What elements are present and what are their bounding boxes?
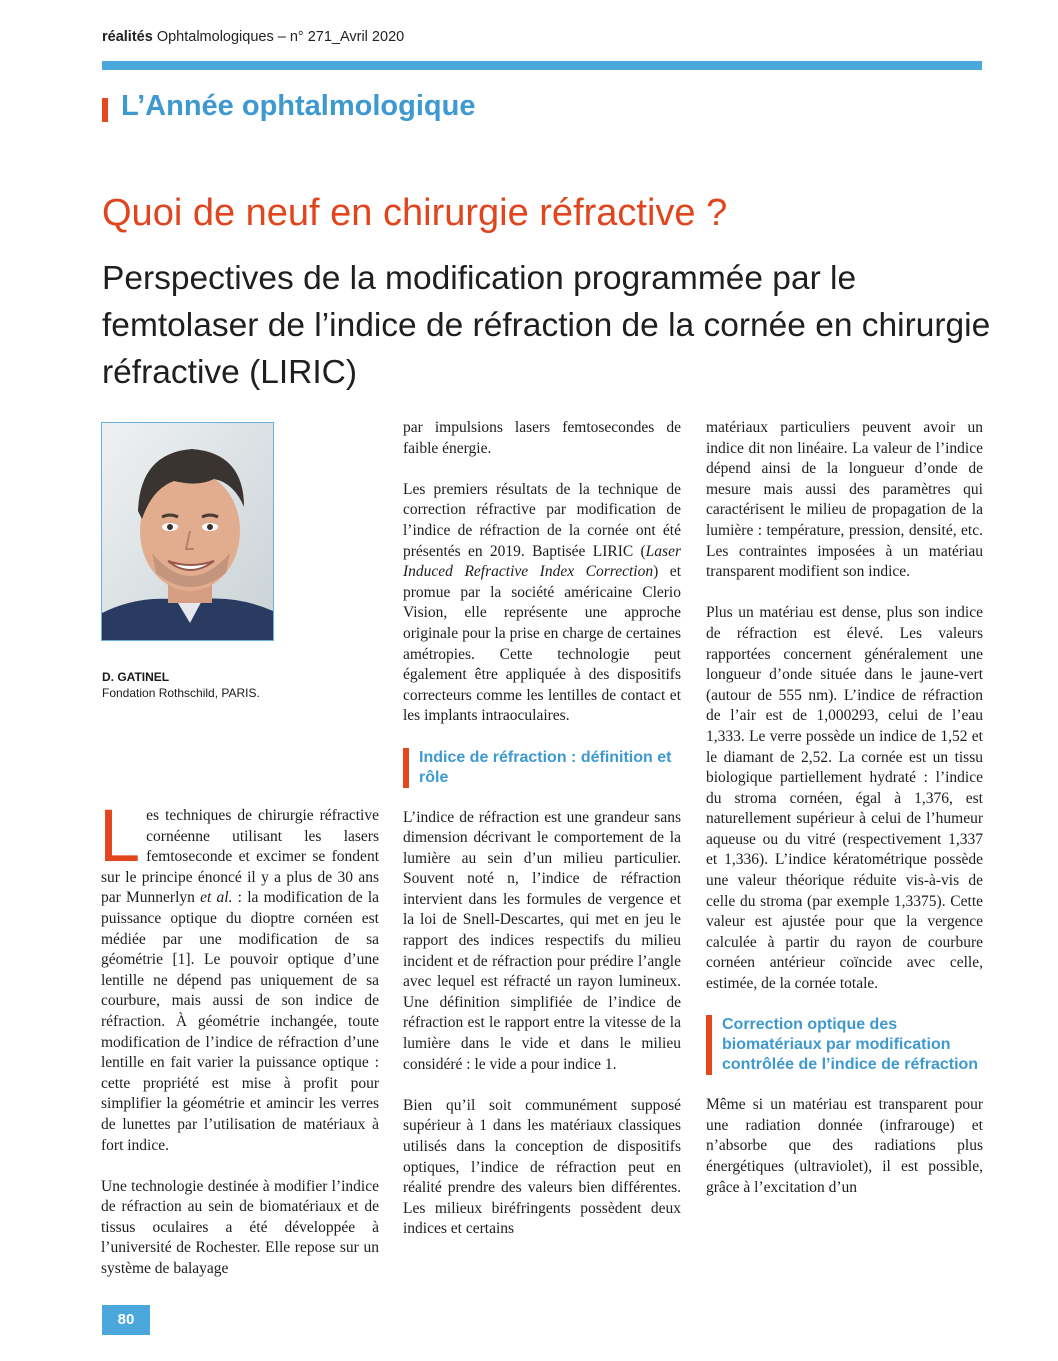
paragraph-italic: Laser Induced Refractive Index Correction xyxy=(403,542,681,581)
drop-cap: L xyxy=(99,794,141,877)
header-brand: réalités xyxy=(102,29,153,45)
subheading xyxy=(706,1015,983,1075)
article-subtitle: Perspectives de la modification programmée par le femtolaser de l’indice de réfraction de la cornée en chirurgie réfractive (LIRIC) xyxy=(102,260,991,391)
article-title: Quoi de neuf en chirurgie réfractive ? xyxy=(102,192,728,234)
paragraph: par impulsions lasers femtosecondes de faible énergie. xyxy=(403,419,681,457)
section-marker xyxy=(102,98,108,122)
column-1 xyxy=(99,794,380,1280)
paragraph: L’indice de réfraction est une grandeur sans dimension décrivant le comportement de la lumière au sein d’un milieu particulier. Souvent noté n, l’indice de réfraction intervient dans les formules de vergence et la loi de Snell-Descartes, qui met en jeu le rapport des indices respectifs du milieu incident et de réfraction pour prédire l’angle avec lequel est réfracté un rayon lumineux. Une définition simplifiée de l’indice de réfraction est le rapport entre la vitesse de la lumière dans le vide et dans le milieu considéré : le vide a pour indice 1. xyxy=(403,808,681,1073)
author-portrait-image xyxy=(102,423,273,640)
paragraph-italic: et al. xyxy=(200,889,233,907)
paragraph-text: Les premiers résultats de la technique de correction réfractive par modification de l’indice de réfraction de la cornée ont été présentés en 2019. Baptisée LIRIC ( xyxy=(403,480,681,560)
paragraph-text: : la modification de la puissance optique du dioptre cornéen est médiée par une modification de sa géométrie [1]. Le pouvoir optique d’une lentille ne dépend pas uniquement de sa courbure, mais aussi de son indice de réfraction. À géométrie inchangée, toute modification de l’indice de réfraction d’une lentille en fait varier la puissance optique : cette propriété est mise à profit pour simplifier la géométrie et amincir les verres de lunettes par l’utilisation de matériaux à fort indice. xyxy=(101,889,380,1154)
paragraph: Bien qu’il soit communément supposé supérieur à 1 dans les matériaux classiques utilisés dans la conception de dispositifs optiques, l’indice de réfraction peut en réalité prendre des valeurs bien différentes. Les milieux biréfringents possèdent deux indices et certains xyxy=(403,1096,681,1238)
subheading-marker xyxy=(706,1015,712,1075)
subheading-marker xyxy=(403,748,409,788)
paragraph: Plus un matériau est dense, plus son indice de réfraction est élevé. Les valeurs rapportées concernent généralement une longueur d’onde située dans le jaune-vert (autour de 555 nm). L’indice de réfraction de l’air est de 1,000293, celui de l’eau 1,333. Le verre possède un indice de 1,52 et le diamant de 2,52. La cornée est un tissu biologique partiellement hydraté : l’indice du stroma cornéen, égal à 1,376, est naturellement supérieur à celui de l’humeur aqueuse ou du vitré (respectivement 1,337 et 1,336). L’indice kératométrique possède une valeur théorique réduite vis-à-vis de celle du stroma (par exemple 1,3375). Cette valeur est ajustée pour que la vergence calculée à partir du rayon de courbure cornéen antérieur coïncide avec celle, estimée, de la cornée totale. xyxy=(706,604,983,993)
author-affiliation: Fondation Rothschild, PARIS. xyxy=(102,686,260,700)
header-rule xyxy=(102,61,982,70)
page-number: 80 xyxy=(102,1305,150,1335)
author-name: D. GATINEL xyxy=(102,670,170,684)
section-title: L’Année ophtalmologique xyxy=(121,90,476,122)
paragraph: Même si un matériau est transparent pour une radiation donnée (infrarouge) et n’absorbe que des radiations plus énergétiques (ultraviolet), il est possible, grâce à l’excitation d’un xyxy=(706,1096,983,1196)
paragraph-text: es techniques de chirurgie réfractive cornéenne utilisant les lasers femtoseconde et excimer se fondent sur le principe énoncé il y a plus de 30 ans par Munnerlyn xyxy=(101,807,379,907)
subheading-text: Indice de réfraction : définition et rôle xyxy=(419,748,672,786)
header-issue: Ophtalmologiques – n° 271_Avril 2020 xyxy=(156,29,405,45)
paragraph xyxy=(403,480,681,727)
column-3 xyxy=(706,418,983,1198)
subheading-text: Correction optique des biomatériaux par modification contrôlée de l’indice de réfraction xyxy=(722,1016,979,1074)
author-photo xyxy=(101,422,274,641)
paragraph xyxy=(99,794,380,1156)
column-2 xyxy=(403,418,681,1240)
paragraph-text: ) et promue par la société américaine Clerio Vision, elle représente une approche originale pour la prise en charge de certaines amétropies. Cette technologie peut également être appliquée à des dispositifs correcteurs comme les lentilles de contact et les implants intraoculaires. xyxy=(403,563,681,725)
paragraph: matériaux particuliers peuvent avoir un indice dit non linéaire. La valeur de l’indice dépend ainsi de la longueur d’onde de mesure mais aussi des paramètres qui caractérisent le milieu de propagation de la lumière : température, pression, densité, etc. Les contraintes imposées à un matériau transparent modifient son indice. xyxy=(706,419,983,581)
subheading xyxy=(403,748,681,788)
running-header xyxy=(102,29,404,45)
paragraph: Une technologie destinée à modifier l’indice de réfraction au sein de biomatériaux et de tissus oculaires a été développée à l’université de Rochester. Elle repose sur un système de balayage xyxy=(101,1177,379,1278)
